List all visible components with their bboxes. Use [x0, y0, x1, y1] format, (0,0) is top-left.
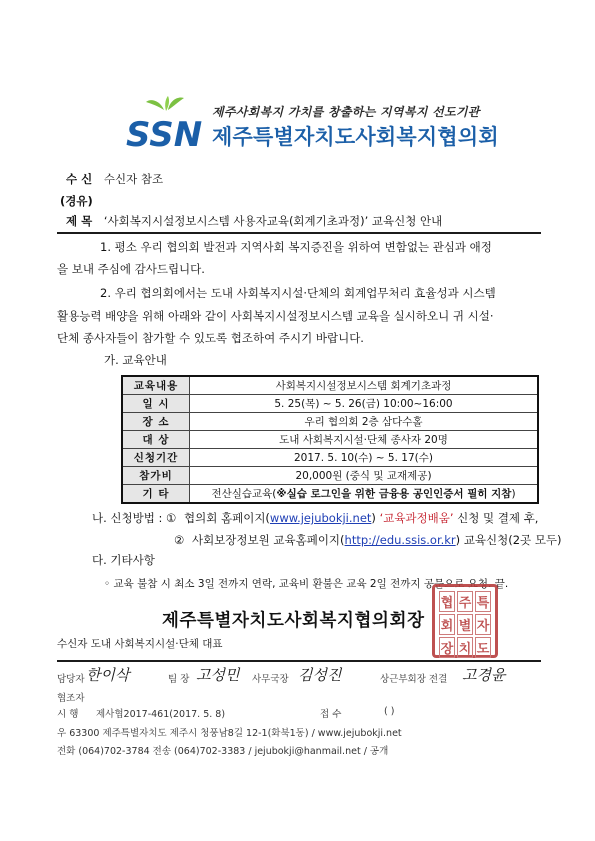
subject-divider	[57, 232, 541, 234]
table-key: 장 소	[122, 413, 190, 431]
execution-number: 제사협2017-461(2017. 5. 8)	[96, 709, 226, 720]
education-info-table	[121, 375, 539, 504]
staff-signature: 한이삭	[86, 666, 130, 684]
seal-char: 장	[439, 637, 455, 658]
paragraph-2-line-2: 활용능력 배양을 위해 아래와 같이 사회복지시설정보시스템 교육을 실시하오니 귀 시설·	[57, 309, 494, 323]
contact-line: 전화 (064)702-3784 전송 (064)702-3383 / jejubokji@hanmail.net / 공개	[57, 746, 389, 757]
section-education-info: 가. 교육안내	[104, 353, 167, 367]
apply-item1-post: 신청 및 결제 후,	[453, 511, 539, 525]
secretary-general-signature: 김성진	[298, 666, 342, 684]
org-title: 제주특별자치도사회복지협의회	[212, 125, 499, 149]
execution-label: 시 행	[57, 709, 79, 720]
seal-char: 자	[475, 614, 491, 635]
sender-title: 제주특별자치도사회복지협의회장	[162, 611, 425, 631]
table-key: 대 상	[122, 431, 190, 449]
table-key: 일 시	[122, 395, 190, 413]
svg-text:SSN: SSN	[126, 115, 203, 152]
paragraph-2-line-3: 단체 종사자들이 참가할 수 있도록 협조하여 주시기 바랍니다.	[57, 331, 364, 345]
apply-item1-text: 협의회 홈페이지(	[184, 511, 270, 525]
apply-item2-post: ) 교육신청(2곳 모두)	[455, 533, 562, 547]
recipient-label: 수 신	[66, 172, 93, 186]
table-value: 사회복지시설정보시스템 회계기초과정	[190, 376, 539, 395]
paragraph-1-line-2: 을 보내 주심에 감사드립니다.	[57, 262, 205, 276]
cooperator-label: 협조자	[57, 693, 85, 704]
paragraph-2-line-1: 2. 우리 협의회에서는 도내 사회복지시설·단체의 회계업무처리 효율성과 시스템	[100, 286, 496, 300]
other-note: ◦ 교육 불참 시 최소 3일 전까지 연락, 교육비 환불은 교육 2일 전까지 공문으로 요청. 끝.	[104, 578, 509, 590]
apply-item1-mid: )	[371, 511, 380, 525]
seal-char: 협	[439, 591, 455, 612]
table-value: 20,000원 (중식 및 교재제공)	[190, 467, 539, 485]
seal-char: 치	[457, 637, 473, 658]
table-row	[122, 485, 538, 504]
table-value: 우리 협의회 2층 삼다수홀	[190, 413, 539, 431]
recipient-line	[66, 171, 163, 187]
ssn-logo	[124, 96, 210, 152]
table-key: 참가비	[122, 467, 190, 485]
paragraph-1-line-1: 1. 평소 우리 협의회 발전과 지역사회 복지증진을 위하여 변함없는 관심과 애정	[100, 240, 492, 254]
leaf-icon	[146, 100, 164, 110]
seal-char: 도	[475, 637, 491, 658]
seal-char: 특	[475, 591, 491, 612]
subject-line	[66, 213, 442, 229]
table-row	[122, 467, 538, 485]
apply-method-label: 나. 신청방법 : ①	[92, 511, 177, 525]
table-key: 교육내용	[122, 376, 190, 395]
table-row	[122, 413, 538, 431]
seal-char: 회	[439, 614, 455, 635]
recipient-value: 수신자 참조	[103, 172, 164, 186]
table-row	[122, 395, 538, 413]
table-value: 도내 사회복지시설·단체 종사자 20명	[190, 431, 539, 449]
seal-char: 별	[457, 614, 473, 635]
receipt-label: 접 수	[320, 709, 342, 720]
table-key: 신청기간	[122, 449, 190, 467]
vice-president-signature: 고경윤	[462, 666, 506, 684]
table-value: 5. 25(목) ~ 5. 26(금) 10:00~16:00	[190, 395, 539, 413]
recipients-list: 수신자 도내 사회복지시설·단체 대표	[57, 638, 223, 650]
staff-label: 담당자	[57, 674, 85, 685]
subject-value: ‘사회복지시설정보시스템 사용자교육(회계기초과정)’ 교육신청 안내	[103, 214, 443, 228]
team-leader-label: 팀 장	[168, 674, 190, 685]
org-slogan: 제주사회복지 가치를 창출하는 지역복지 선도기관	[212, 105, 480, 119]
vice-president-label: 상근부회장 전결	[380, 674, 448, 685]
address-line: 우 63300 제주특별자치도 제주시 청풍남8길 12-1(화북1동) / www.jejubokji.net	[57, 728, 402, 739]
secretary-general-label: 사무국장	[252, 674, 289, 685]
signature-divider	[57, 660, 541, 662]
certificate-notice: ※실습 로그인을 위한 금융용 공인인증서 필히 지참	[276, 488, 512, 500]
receipt-value: ( )	[384, 706, 395, 717]
team-leader-signature: 고성민	[196, 666, 240, 684]
official-seal	[432, 584, 498, 658]
apply-item2-text: 사회보장정보원 교육홈페이지(	[191, 533, 345, 547]
course-menu-name: ‘교육과정배움’	[379, 511, 454, 525]
table-value: 2017. 5. 10(수) ~ 5. 17(수)	[190, 449, 539, 467]
table-value-other	[190, 485, 539, 504]
table-row	[122, 431, 538, 449]
table-row	[122, 376, 538, 395]
leaf-icon	[168, 98, 184, 111]
via-label: (경유)	[60, 194, 93, 208]
seal-char: 주	[457, 591, 473, 612]
apply-item2-number: ②	[174, 533, 185, 547]
via-line	[60, 193, 93, 209]
section-other: 다. 기타사항	[92, 553, 155, 567]
apply-method-line-1	[92, 508, 538, 528]
ssis-edu-link[interactable]: http://edu.ssis.or.kr	[344, 533, 456, 547]
table-key: 기 타	[122, 485, 190, 504]
other-prefix: 전산실습교육(	[211, 488, 277, 500]
other-suffix: )	[511, 488, 516, 500]
jejubokji-link[interactable]: www.jejubokji.net	[269, 511, 372, 525]
subject-label: 제 목	[66, 214, 93, 228]
table-row	[122, 449, 538, 467]
apply-method-line-2	[174, 530, 562, 550]
